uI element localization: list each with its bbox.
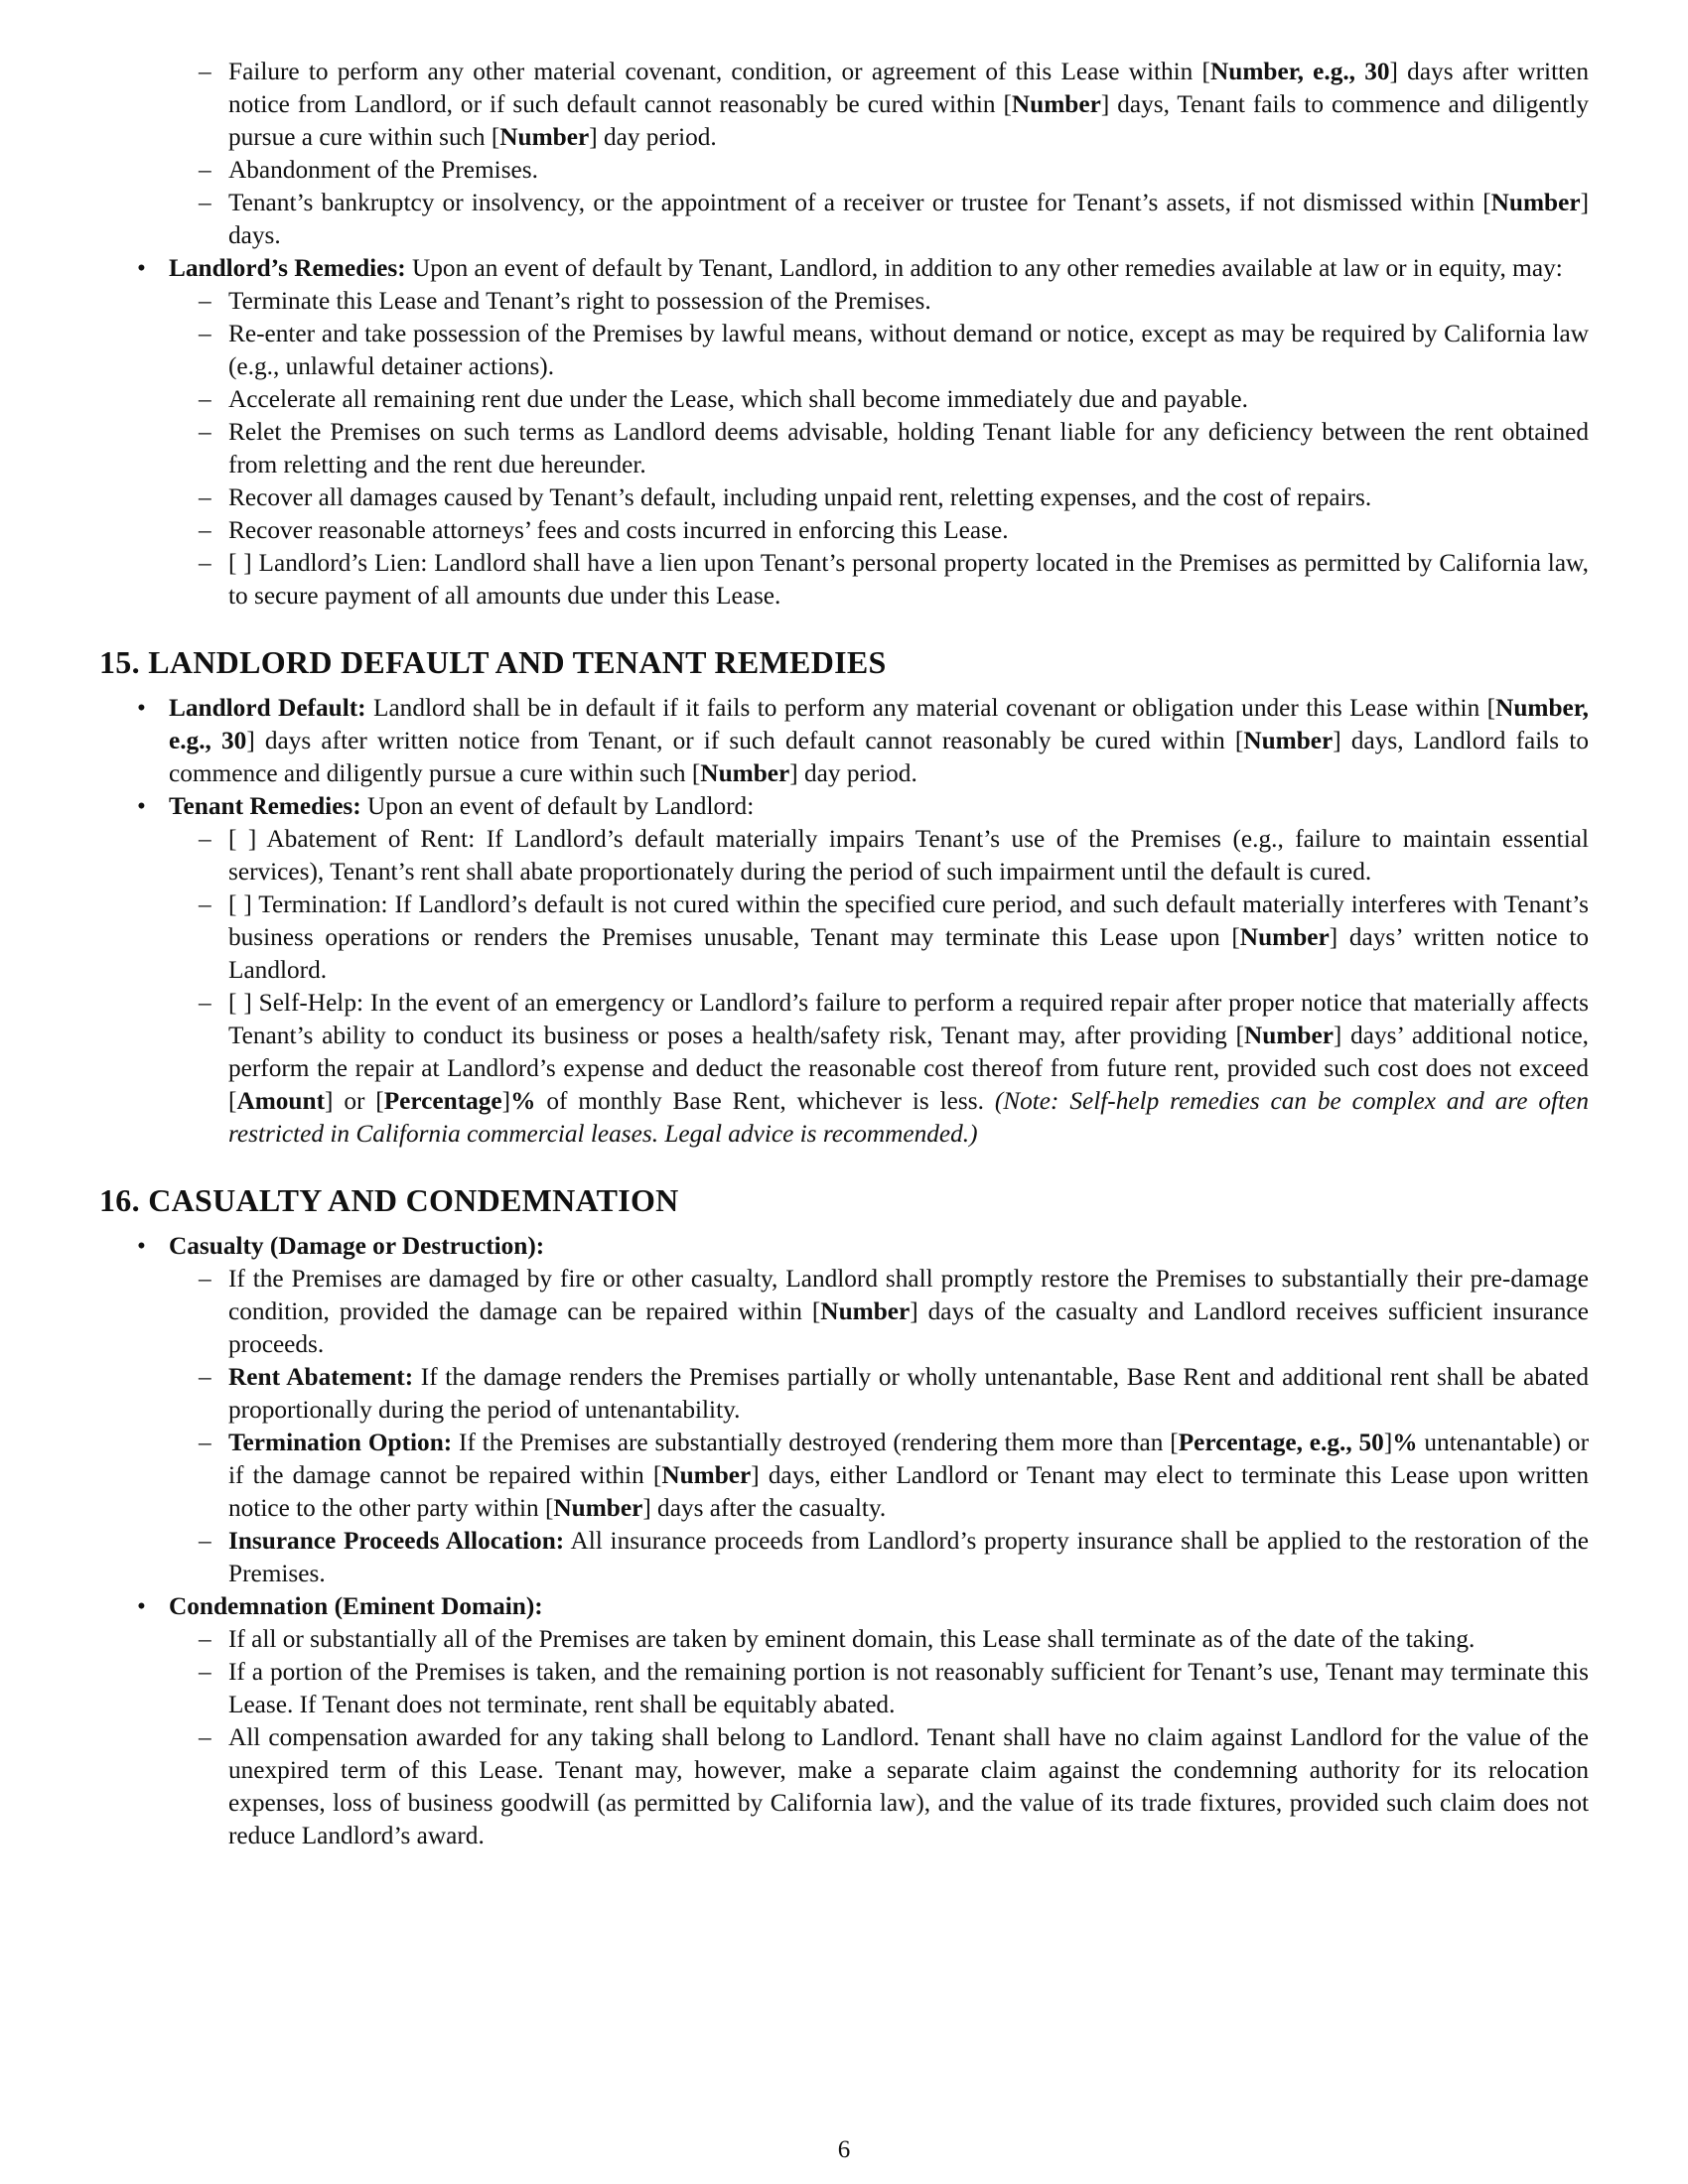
sub-list	[169, 1263, 1589, 1590]
text-run: ] days after the casualty.	[642, 1494, 887, 1522]
italic-note: (Note: Self-help remedies can be complex and are often restricted in California commercial leases. Legal advice is recommended.)	[228, 1087, 1589, 1148]
bullet-text	[169, 1592, 543, 1620]
text-run: If the Premises are substantially destroyed (rendering them more than [	[452, 1429, 1179, 1456]
bold-text: Termination Option:	[228, 1429, 453, 1456]
section-16-heading: 16. CASUALTY AND CONDEMNATION	[99, 1182, 679, 1218]
text-run: Abandonment of the Premises.	[228, 156, 538, 184]
text-run: ] days after written notice from Tenant, or if such default cannot reasonably be cured within [	[246, 727, 1244, 754]
page-number: 6	[837, 2136, 851, 2163]
bullet-item	[99, 790, 1589, 1151]
text-run: Tenant’s bankruptcy or insolvency, or the appointment of a receiver or trustee for Tenant’s assets, if not dismissed within [	[228, 189, 1491, 216]
text-run: If the Premises are damaged by fire or other casualty, Landlord shall promptly restore the Premises to substantially their pre-damage condition, provided the damage can be repaired within [	[228, 1265, 1589, 1325]
text-run: All insurance proceeds from Landlord’s property insurance shall be applied to the restoration of the Premises.	[228, 1527, 1589, 1587]
text-run: ]	[501, 1087, 511, 1115]
text-run: Upon an event of default by Landlord:	[360, 792, 755, 820]
text-run: Upon an event of default by Tenant, Landlord, in addition to any other remedies available at law or in equity, may:	[405, 254, 1563, 282]
bold-text: Number	[1243, 727, 1334, 754]
bold-text: Number	[1239, 923, 1330, 951]
bold-text: Landlord Default:	[169, 694, 366, 722]
list-item	[99, 56, 1589, 154]
list-item	[99, 1656, 1589, 1721]
text-run: All compensation awarded for any taking shall belong to Landlord. Tenant shall have no claim against Landlord for the value of the unexpired term of this Lease. Tenant may, however, make a separate claim against the condemning authority for its relocation expenses, loss of business goodwill (as permitted by California law), and the value of its trade fixtures, provided such claim does not reduce Landlord’s award.	[228, 1723, 1589, 1849]
list-item	[99, 1721, 1589, 1852]
text-run: If all or substantially all of the Premises are taken by eminent domain, this Lease shall terminate as of the date of the taking.	[228, 1625, 1476, 1653]
section-15-list	[99, 692, 1589, 1151]
text-run: ] or [	[325, 1087, 384, 1115]
bold-text: Number	[1490, 189, 1581, 216]
list-item	[99, 481, 1589, 514]
section-15-heading-wrap	[99, 642, 1589, 682]
text-run: ] day period.	[589, 123, 717, 151]
bold-text: Number	[1011, 90, 1101, 118]
landlord-remedies-sublist	[169, 285, 1589, 613]
text-run: untenantable) or if the damage cannot be repaired within [	[228, 1429, 1589, 1489]
bold-text: Casualty (Damage or Destruction):	[169, 1232, 545, 1260]
list-item	[99, 547, 1589, 613]
list-item	[99, 1263, 1589, 1361]
bold-text: Number	[661, 1461, 752, 1489]
text-run: ] days of the casualty and Landlord receives sufficient insurance proceeds.	[228, 1297, 1590, 1358]
bold-text: Number	[820, 1297, 911, 1325]
text-run: ] days’ additional notice, perform the repair at Landlord’s expense and deduct the reasonable cost thereof from future rent, provided such cost does not exceed [	[228, 1022, 1589, 1115]
bold-text: Landlord’s Remedies:	[169, 254, 406, 282]
list-item	[99, 1623, 1589, 1656]
list-item	[99, 823, 1589, 888]
text-run: ] days, Landlord fails to commence and diligently pursue a cure within such [	[169, 727, 1589, 787]
bold-text: Percentage, e.g., 50	[1178, 1429, 1384, 1456]
text-run: [ ] Termination: If Landlord’s default is not cured within the specified cure period, and such default materially interferes with Tenant’s business operations or renders the Premises unusable, Tenant may terminate this Lease upon [	[228, 890, 1589, 951]
text-run: Recover all damages caused by Tenant’s default, including unpaid rent, reletting expenses, and the cost of repairs.	[228, 483, 1372, 511]
list-item	[99, 285, 1589, 318]
text-run: If the damage renders the Premises partially or wholly untenantable, Base Rent and additional rent shall be abated proportionally during the period of untenantability.	[228, 1363, 1589, 1424]
text-run: [ ] Self-Help: In the event of an emergency or Landlord’s failure to perform a required repair after proper notice that materially affects Tenant’s ability to conduct its business or poses a health/safety risk, Tenant may, after providing [	[228, 989, 1589, 1049]
text-run: Accelerate all remaining rent due under the Lease, which shall become immediately due and payable.	[228, 385, 1248, 413]
bold-text: Percentage	[383, 1087, 502, 1115]
text-run: If a portion of the Premises is taken, and the remaining portion is not reasonably sufficient for Tenant’s use, Tenant may terminate this Lease. If Tenant does not terminate, rent shall be equitably abated.	[228, 1658, 1589, 1718]
list-item	[99, 154, 1589, 187]
text-run: Re-enter and take possession of the Premises by lawful means, without demand or notice, except as may be required by California law (e.g., unlawful detainer actions).	[228, 320, 1589, 380]
bold-text: %	[510, 1087, 536, 1115]
landlord-remedies-item	[99, 252, 1589, 613]
text-run: ] days after written notice from Landlord, or if such default cannot reasonably be cured within [	[228, 58, 1589, 118]
text-run: ] days’ written notice to Landlord.	[228, 923, 1589, 984]
bold-text: Number	[1243, 1022, 1334, 1049]
bold-text: Number, e.g., 30	[169, 694, 1589, 754]
list-item	[99, 416, 1589, 481]
text-run: Recover reasonable attorneys’ fees and costs incurred in enforcing this Lease.	[228, 516, 1009, 544]
list-item	[99, 383, 1589, 416]
bullet-text	[169, 792, 754, 820]
text-run: Terminate this Lease and Tenant’s right to possession of the Premises.	[228, 287, 931, 315]
bullet-item	[99, 1590, 1589, 1852]
text-run: of monthly Base Rent, whichever is less.	[535, 1087, 995, 1115]
list-item	[99, 888, 1589, 987]
section-16-list	[99, 1230, 1589, 1852]
text-run: ] day period.	[789, 759, 917, 787]
list-item	[99, 987, 1589, 1151]
landlord-remedies-list	[99, 252, 1589, 613]
text-run: Relet the Premises on such terms as Landlord deems advisable, holding Tenant liable for any deficiency between the rent obtained from reletting and the rent due hereunder.	[228, 418, 1589, 478]
bold-text: Condemnation (Eminent Domain):	[169, 1592, 543, 1620]
bullet-item	[99, 1230, 1589, 1590]
document-page	[99, 56, 1589, 1852]
sub-list	[169, 1623, 1589, 1852]
text-run: ] days.	[228, 189, 1589, 249]
list-item	[99, 318, 1589, 383]
bold-text: Number	[700, 759, 790, 787]
section-16-heading-wrap	[99, 1180, 1589, 1220]
bold-text: Number	[553, 1494, 643, 1522]
text-run: [ ] Landlord’s Lien: Landlord shall have a lien upon Tenant’s personal property located in the Premises as permitted by California law, to secure payment of all amounts due under this Lease.	[228, 549, 1589, 610]
bullet-text	[169, 1232, 544, 1260]
list-item	[99, 514, 1589, 547]
section-15-heading: 15. LANDLORD DEFAULT AND TENANT REMEDIES	[99, 644, 887, 680]
bold-text: Number, e.g., 30	[1209, 58, 1390, 85]
list-item	[99, 1427, 1589, 1525]
bold-text: Rent Abatement:	[228, 1363, 414, 1391]
bullet-item	[99, 692, 1589, 790]
bold-text: Tenant Remedies:	[169, 792, 361, 820]
text-run: [ ] Abatement of Rent: If Landlord’s default materially impairs Tenant’s use of the Premises (e.g., failure to maintain essential services), Tenant’s rent shall abate proportionately during the period of such impairment until the default is cured.	[228, 825, 1589, 886]
text-run: ] days, either Landlord or Tenant may elect to terminate this Lease upon written notice to the other party within [	[228, 1461, 1589, 1522]
text-run: ]	[1383, 1429, 1393, 1456]
bold-text: Number	[499, 123, 590, 151]
text-run: Failure to perform any other material covenant, condition, or agreement of this Lease within [	[228, 58, 1210, 85]
bold-text: Insurance Proceeds Allocation:	[228, 1527, 565, 1555]
text-run: Landlord shall be in default if it fails to perform any material covenant or obligation under this Lease within [	[365, 694, 1496, 722]
landlord-remedies-text	[169, 254, 1563, 282]
bullet-text	[169, 694, 1589, 787]
list-item	[99, 187, 1589, 252]
text-run: ] days, Tenant fails to commence and diligently pursue a cure within such [	[228, 90, 1589, 151]
bold-text: %	[1392, 1429, 1418, 1456]
list-item	[99, 1525, 1589, 1590]
default-events-list	[99, 56, 1589, 252]
sub-list	[169, 823, 1589, 1151]
list-item	[99, 1361, 1589, 1427]
bold-text: Amount	[236, 1087, 325, 1115]
